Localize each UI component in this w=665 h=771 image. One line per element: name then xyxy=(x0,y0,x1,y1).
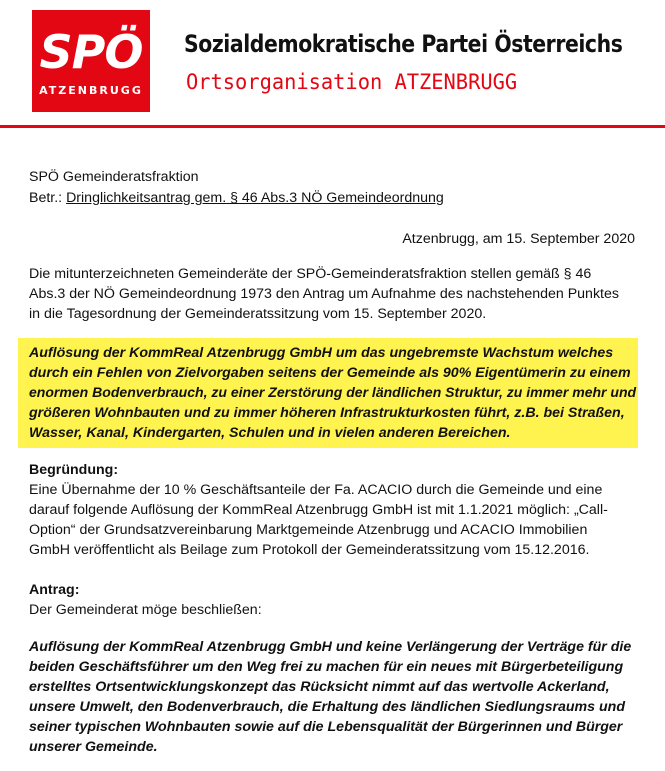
resolution-line: unsere Umwelt, den Bodenverbrauch, die Erhaltung des ländlichen Siedlungsraums und xyxy=(29,699,625,715)
motion-line: größeren Wohnbauten und zu immer höheren Infrastrukturkosten führt, z.B. bei Straßen, xyxy=(29,405,625,421)
resolution-line: beiden Geschäftsführer um den Weg frei zu machen für ein neues mit Bürgerbeteiligung xyxy=(29,659,624,675)
resolution-line: unserer Gemeinde. xyxy=(29,739,158,755)
header-divider xyxy=(0,125,665,128)
logo-subtitle: ATZENBRUGG xyxy=(39,84,143,97)
logo-text: SPÖ xyxy=(39,25,143,79)
reasoning-line: darauf folgende Auflösung der KommReal Atzenbrugg GmbH ist mit 1.1.2021 möglich: „Call- xyxy=(29,502,608,518)
reasoning-line: Option“ der Grundsatzvereinbarung Marktgemeinde Atzenbrugg und ACACIO Immobilien xyxy=(29,522,588,538)
intro-line: Die mitunterzeichneten Gemeinderäte der SPÖ-Gemeinderatsfraktion stellen gemäß § 46 xyxy=(29,266,592,282)
subject-text: Dringlichkeitsantrag gem. § 46 Abs.3 NÖ Gemeindeordnung xyxy=(66,190,444,206)
organization-subtitle: Ortsorganisation ATZENBRUGG xyxy=(186,70,518,94)
reasoning-line: Eine Übernahme der 10 % Geschäftsanteile der Fa. ACACIO durch die Gemeinde und eine xyxy=(29,482,603,498)
motion-line: Auflösung der KommReal Atzenbrugg GmbH um das ungebremste Wachstum welches xyxy=(29,345,614,361)
subject-label: Betr.: xyxy=(29,190,67,206)
motion-intro: Der Gemeinderat möge beschließen: xyxy=(29,602,262,618)
subject-line xyxy=(29,188,444,208)
resolution-line: seiner typischen Wohnbauten sowie auf die Lebensqualität der Bürgerinnen und Bürger xyxy=(29,719,623,735)
date-line: Atzenbrugg, am 15. September 2020 xyxy=(402,231,635,247)
reasoning-heading: Begründung: xyxy=(29,462,119,478)
resolution-line: erstelltes Ortsentwicklungskonzept das Rücksicht nimmt auf das wertvolle Ackerland, xyxy=(29,679,610,695)
intro-line: in die Tagesordnung der Gemeinderatssitzung vom 15. September 2020. xyxy=(29,306,487,322)
reasoning-line: GmbH veröffentlicht als Beilage zum Protokoll der Gemeinderatssitzung vom 15.12.2016. xyxy=(29,542,590,558)
motion-heading: Antrag: xyxy=(29,582,80,598)
sender-line: SPÖ Gemeinderatsfraktion xyxy=(29,169,199,185)
resolution-line: Auflösung der KommReal Atzenbrugg GmbH und keine Verlängerung der Verträge für die xyxy=(29,639,632,655)
intro-line: Abs.3 der NÖ Gemeindeordnung 1973 den Antrag um Aufnahme des nachstehenden Punktes xyxy=(29,286,619,302)
spoe-logo xyxy=(32,10,150,112)
motion-line: enormen Bodenverbrauch, zu einer Zerstörung der ländlichen Struktur, zu immer mehr und xyxy=(29,385,637,401)
motion-line: Wasser, Kanal, Kindergarten, Schulen und in vielen anderen Bereichen. xyxy=(29,425,511,441)
motion-line: durch ein Fehlen von Zielvorgaben seitens der Gemeinde als 90% Eigentümerin zu einem xyxy=(29,365,631,381)
organization-name: Sozialdemokratische Partei Österreichs xyxy=(184,30,623,58)
